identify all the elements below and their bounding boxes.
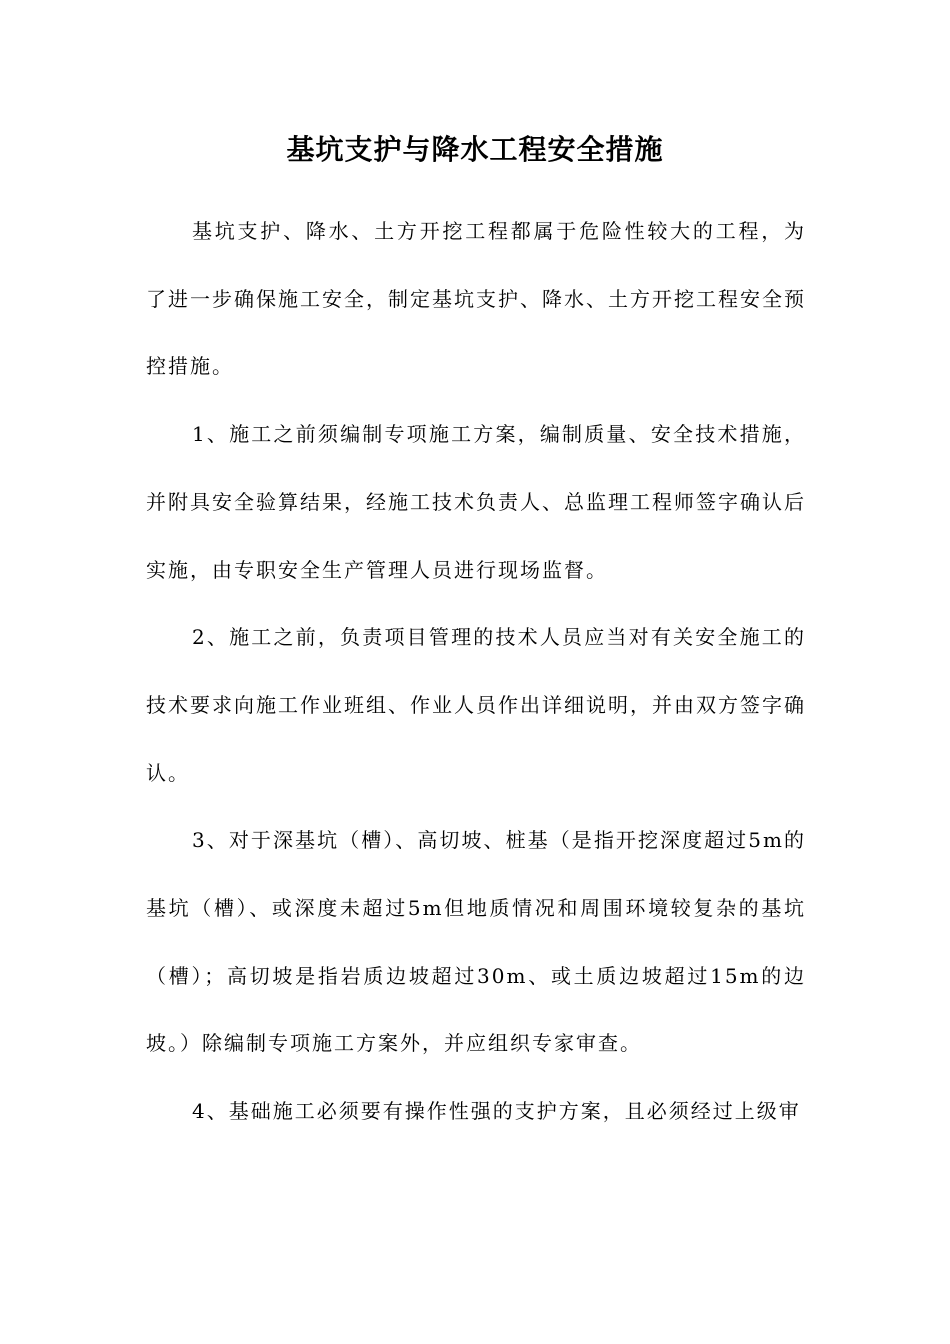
document-title: 基坑支护与降水工程安全措施 <box>286 133 664 166</box>
document-body <box>146 198 806 1146</box>
paragraph-intro: 基坑支护、降水、土方开挖工程都属于危险性较大的工程，为了进一步确保施工安全，制定基坑支护、降水、土方开挖工程安全预控措施。 <box>146 219 806 379</box>
paragraph-item-3: 3、对于深基坑（槽）、高切坡、桩基（是指开挖深度超过5m的基坑（槽）、或深度未超过5m但地质情况和周围环境较复杂的基坑（槽）；高切坡是指岩质边坡超过30m、或土质边坡超过15m的边坡。）除编制专项施工方案外，并应组织专家审查。 <box>146 828 806 1056</box>
paragraph-item-1: 1、施工之前须编制专项施工方案，编制质量、安全技术措施，并附具安全验算结果，经施工技术负责人、总监理工程师签字确认后实施，由专职安全生产管理人员进行现场监督。 <box>146 422 806 582</box>
paragraph-item-4: 4、基础施工必须要有操作性强的支护方案，且必须经过上级审 <box>192 1099 801 1124</box>
paragraph-item-2: 2、施工之前，负责项目管理的技术人员应当对有关安全施工的技术要求向施工作业班组、作业人员作出详细说明，并由双方签字确认。 <box>146 625 806 785</box>
